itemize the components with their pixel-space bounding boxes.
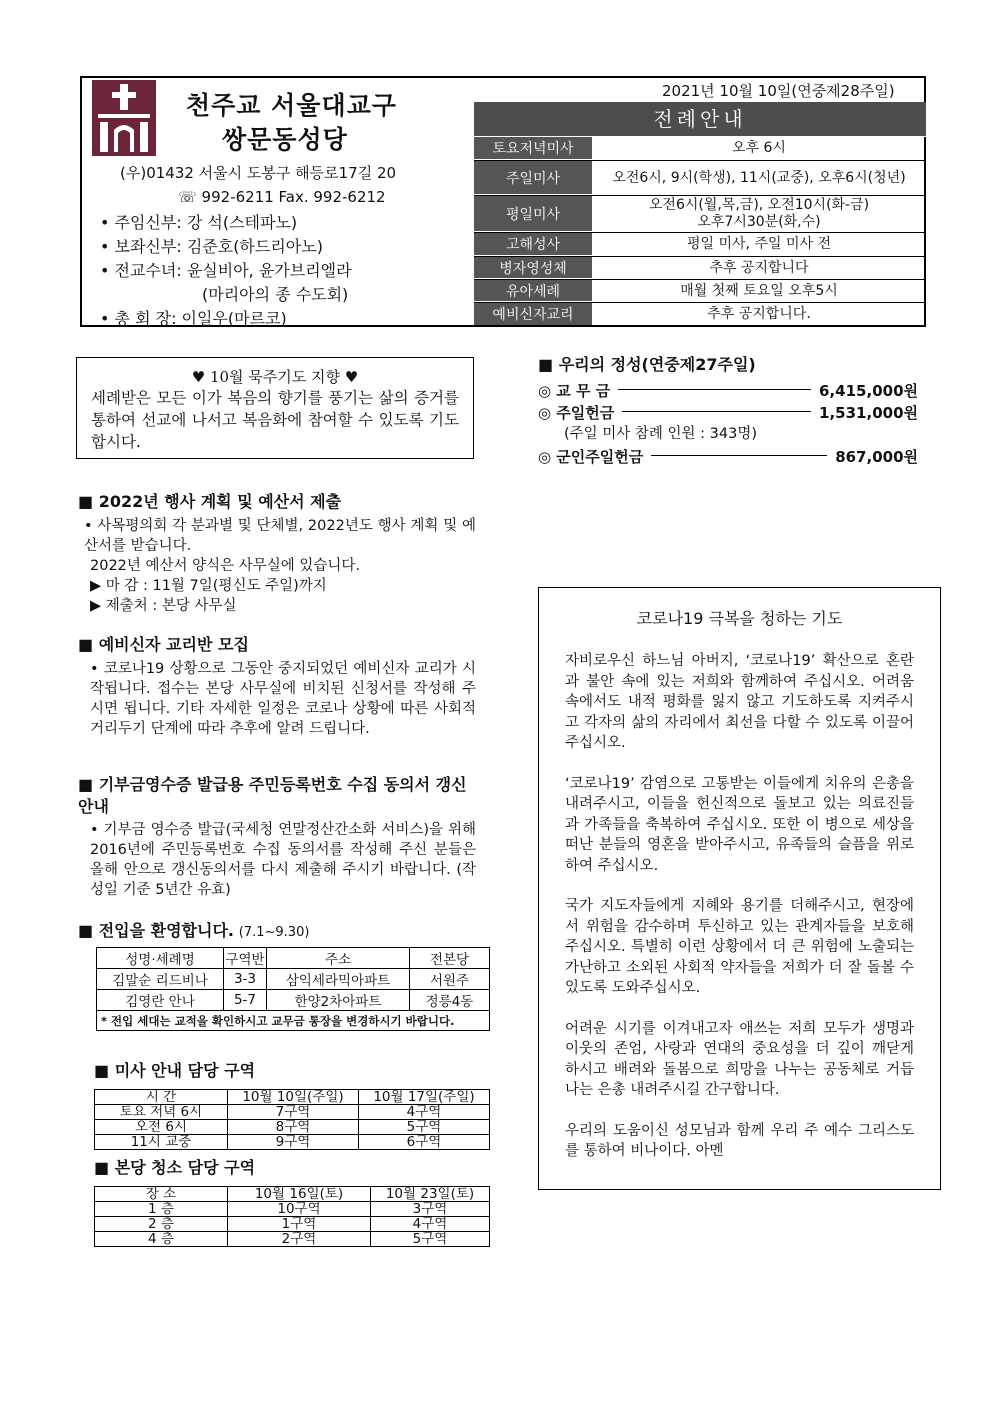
liturgy-row	[474, 280, 926, 303]
cleaning-cell: 3구역	[371, 1202, 490, 1217]
offering-amount: 867,000원	[835, 447, 918, 466]
welcome-cell: 김말순 리드비나	[97, 969, 224, 990]
welcome-cell: 삼익세라믹아파트	[267, 969, 410, 990]
staff-sisters-order: (마리아의 종 수도회)	[202, 285, 349, 304]
mass-guide-header-row	[95, 1090, 490, 1105]
rosary-intention-box	[76, 357, 474, 459]
cleaning-cell: 5구역	[371, 1232, 490, 1247]
intention-body: 세례받은 모든 이가 복음의 향기를 풍기는 삶의 증거를 통하여 선교에 나서고 복음화에 참여할 수 있도록 기도합시다.	[91, 389, 459, 451]
welcome-header: 주소	[267, 948, 410, 969]
offering-row	[538, 379, 918, 401]
staff-sisters: • 전교수녀: 윤실비아, 윤가브리엘라	[100, 261, 352, 280]
covid-prayer-body	[539, 651, 940, 1162]
welcome-cell: 한양2차아파트	[267, 990, 410, 1011]
offering-amount: 1,531,000원	[819, 403, 918, 422]
mass-guide-cell: 11시 교중	[95, 1135, 228, 1150]
liturgy-key: 병자영성체	[474, 257, 592, 279]
cleaning-table	[94, 1186, 490, 1247]
section-catechumen	[78, 632, 476, 739]
cleaning-header: 10월 23일(토)	[371, 1187, 490, 1202]
cleaning-cell: 4구역	[371, 1217, 490, 1232]
welcome-cell: 5-7	[224, 990, 267, 1011]
offering-label: ◎ 주일헌금	[538, 403, 615, 422]
liturgy-key: 주일미사	[474, 161, 592, 195]
section-budget-deadline: ▶ 마 감 : 11월 7일(평신도 주일)까지	[90, 578, 327, 594]
mass-guide-cell: 8구역	[228, 1120, 359, 1135]
liturgy-value	[592, 161, 926, 195]
liturgy-key: 토요저녁미사	[474, 137, 592, 160]
table-row	[95, 1105, 490, 1120]
offering-leader	[618, 389, 811, 390]
mass-guide-cell: 5구역	[359, 1120, 490, 1135]
section-budget-body: • 사목평의회 각 분과별 및 단체별, 2022년도 행사 계획 및 예산서를 받습니다.	[84, 518, 476, 554]
mass-guide-cell: 7구역	[228, 1105, 359, 1120]
cleaning-cell: 10구역	[228, 1202, 371, 1217]
welcome-header-row	[97, 948, 490, 969]
mass-guide-header: 시 간	[95, 1090, 228, 1105]
section-budget-submit: ▶ 제출처 : 본당 사무실	[90, 598, 237, 614]
offering-section	[538, 352, 918, 467]
section-budget-title: ■ 2022년 행사 계획 및 예산서 제출	[78, 492, 342, 511]
prayer-paragraph: 어려운 시기를 이겨내고자 애쓰는 저희 모두가 생명과 이웃의 존엄, 사랑과 연대의 중요성을 더 깊이 깨닫게 하시고 배려와 돌봄으로 희망을 나누는 공동체로 거듭나는 은총 내려주시길 간구합니다.	[565, 1020, 914, 1098]
liturgy-value-text: 평일 미사, 주일 미사 전	[687, 236, 831, 252]
offering-leader	[622, 411, 811, 412]
section-donation	[78, 774, 476, 900]
liturgy-value-text: 오전6시, 9시(학생), 11시(교중), 오후6시(청년)	[612, 169, 906, 186]
section-welcome	[78, 918, 498, 1031]
table-row	[95, 1232, 490, 1247]
welcome-heading	[78, 918, 498, 941]
staff-president: • 총 회 장: 이일우(마르코)	[100, 309, 287, 328]
welcome-period: (7.1~9.30)	[238, 925, 310, 940]
mass-guide-title: ■ 미사 안내 담당 구역	[94, 1061, 256, 1080]
cleaning-cell: 1 층	[95, 1202, 228, 1217]
offering-amount: 6,415,000원	[819, 381, 918, 400]
liturgy-row	[474, 196, 926, 233]
prayer-paragraph: 국가 지도자들에게 지혜와 용기를 더해주시고, 현장에서 위험을 감수하며 투신하고 있는 관계자들을 보호해주십시오. 특별히 이런 상황에서 더 큰 위험에 노출되는 가난하고 소외된 사회적 약자들을 저희가 더 잘 돌볼 수 있도록 도와주십시오.	[565, 898, 914, 996]
liturgy-value-text: 추후 공지합니다.	[707, 305, 811, 322]
section-catechumen-title: ■ 예비신자 교리반 모집	[78, 635, 249, 654]
welcome-note-row	[97, 1011, 490, 1031]
staff-pastor: • 주임신부: 강 석(스테파노)	[100, 213, 298, 232]
welcome-header: 전본당	[410, 948, 490, 969]
liturgy-row	[474, 257, 926, 280]
church-address: (우)01432 서울시 도봉구 해등로17길 20	[120, 164, 397, 182]
liturgy-value-text: 추후 공지합니다	[709, 259, 809, 276]
liturgy-value	[592, 233, 926, 256]
table-row	[95, 1217, 490, 1232]
prayer-paragraph: ‘코로나19’ 감염으로 고통받는 이들에게 치유의 은총을 내려주시고, 이들을 헌신적으로 돌보고 있는 의료진들과 가족들을 축복하여 주십시오. 또한 이 병으로 세상을 떠난 분들의 영혼을 받아주시고, 유족들의 슬픔을 위로하여 주십시오.	[565, 775, 914, 874]
offering-attendance: (주일 미사 참례 인원 : 343명)	[564, 426, 757, 442]
cleaning-header: 10월 16일(토)	[228, 1187, 371, 1202]
section-cleaning	[94, 1155, 494, 1247]
offering-row	[538, 445, 918, 467]
covid-prayer-box	[538, 587, 941, 1190]
liturgy-row	[474, 303, 926, 325]
liturgy-table	[474, 102, 926, 325]
mass-guide-table	[94, 1089, 490, 1150]
liturgy-key: 고해성사	[474, 233, 592, 256]
table-row	[95, 1120, 490, 1135]
mass-guide-header: 10월 17일(주일)	[359, 1090, 490, 1105]
church-name-line2: 쌍문동성당	[222, 125, 348, 154]
cleaning-cell: 4 층	[95, 1232, 228, 1247]
welcome-table	[96, 947, 490, 1031]
church-phone: ☏ 992-6211 Fax. 992-6212	[178, 188, 386, 206]
prayer-paragraph: 자비로우신 하느님 아버지, ‘코로나19’ 확산으로 혼란과 불안 속에 있는 저희와 함께하여 주십시오. 어려움 속에서도 내적 평화를 잃지 않고 기도하도록 지켜주시고 각자의 삶의 자리에서 최선을 다할 수 있도록 이끌어주십시오.	[565, 653, 914, 751]
liturgy-value-text: 오전6시(월,목,금), 오전10시(화-금)	[648, 197, 870, 213]
liturgy-row	[474, 161, 926, 196]
section-budget	[78, 489, 476, 616]
staff-assistant: • 보좌신부: 김준호(하드리아노)	[100, 237, 323, 256]
mass-guide-cell: 6구역	[359, 1135, 490, 1150]
section-donation-title: ■ 기부금영수증 발급용 주민등록번호 수집 동의서 갱신 안내	[78, 775, 467, 816]
prayer-paragraph: 우리의 도움이신 성모님과 함께 우리 주 예수 그리스도를 통하여 비나이다. 아멘	[565, 1122, 914, 1159]
liturgy-row	[474, 233, 926, 257]
table-row	[97, 969, 490, 990]
section-mass-guide	[94, 1058, 494, 1150]
table-row	[97, 990, 490, 1011]
offering-row	[538, 401, 918, 423]
cleaning-title: ■ 본당 청소 담당 구역	[94, 1158, 256, 1177]
covid-prayer-title: 코로나19 극복을 청하는 기도	[636, 609, 843, 628]
liturgy-value	[592, 196, 926, 232]
liturgy-title: 전례안내	[474, 102, 926, 137]
liturgy-key: 예비신자교리	[474, 303, 592, 325]
church-name-line1: 천주교 서울대교구	[186, 91, 397, 120]
welcome-cell: 서원주	[410, 969, 490, 990]
mass-guide-cell: 토요 저녁 6시	[95, 1105, 228, 1120]
welcome-title: ■ 전입을 환영합니다.	[78, 921, 234, 940]
welcome-note: * 전입 세대는 교적을 확인하시고 교무금 통장을 변경하시기 바랍니다.	[97, 1011, 490, 1031]
cleaning-cell: 2 층	[95, 1217, 228, 1232]
welcome-header: 구역반	[224, 948, 267, 969]
liturgy-value-text: 오후 6시	[732, 140, 786, 156]
table-row	[95, 1135, 490, 1150]
mass-guide-cell: 오전 6시	[95, 1120, 228, 1135]
liturgy-value	[592, 280, 926, 302]
liturgy-value	[592, 303, 926, 325]
liturgy-value-text: 매월 첫째 토요일 오후5시	[680, 282, 838, 299]
cleaning-header-row	[95, 1187, 490, 1202]
mass-guide-header: 10월 10일(주일)	[228, 1090, 359, 1105]
liturgy-value-text-2: 오후7시30분(화,수)	[697, 214, 821, 230]
cleaning-cell: 1구역	[228, 1217, 371, 1232]
offering-label: ◎ 교 무 금	[538, 381, 611, 400]
cleaning-header: 장 소	[95, 1187, 228, 1202]
intention-title: ♥ 10월 묵주기도 지향 ♥	[191, 368, 359, 386]
mass-guide-cell: 9구역	[228, 1135, 359, 1150]
mass-guide-cell: 4구역	[359, 1105, 490, 1120]
section-donation-body: • 기부금 영수증 발급(국세청 연말정산간소화 서비스)을 위해 2016년에 주민등록번호 수집 동의서를 작성해 주신 분들은 올해 안으로 갱신동의서를 다시 제출해 주시기 바랍니다. (작성일 기준 5년간 유효)	[90, 822, 476, 898]
welcome-cell: 3-3	[224, 969, 267, 990]
cleaning-cell: 2구역	[228, 1232, 371, 1247]
liturgy-key: 유아세례	[474, 280, 592, 302]
liturgy-value	[592, 257, 926, 279]
bulletin-header	[80, 76, 926, 327]
table-row	[95, 1202, 490, 1217]
offering-leader	[651, 455, 827, 456]
welcome-cell: 김영란 안나	[97, 990, 224, 1011]
welcome-cell: 정릉4동	[410, 990, 490, 1011]
offering-title: ■ 우리의 정성(연중제27주일)	[538, 355, 756, 374]
bulletin-date: 2021년 10월 10일(연중제28주일)	[662, 82, 895, 100]
liturgy-row	[474, 137, 926, 161]
liturgy-key: 평일미사	[474, 196, 592, 232]
offering-label: ◎ 군인주일헌금	[538, 447, 644, 466]
section-catechumen-body: • 코로나19 상황으로 그동안 중지되었던 예비신자 교리가 시작됩니다. 접수는 본당 사무실에 비치된 신청서를 작성해 주시면 됩니다. 기타 자세한 일정은 코로나 상황에 따른 사회적 거리두기 단계에 따라 추후에 알려 드립니다.	[90, 661, 476, 737]
welcome-header: 성명·세례명	[97, 948, 224, 969]
liturgy-value	[592, 137, 926, 160]
section-budget-line: 2022년 예산서 양식은 사무실에 있습니다.	[90, 558, 361, 574]
church-logo-icon	[92, 80, 156, 156]
